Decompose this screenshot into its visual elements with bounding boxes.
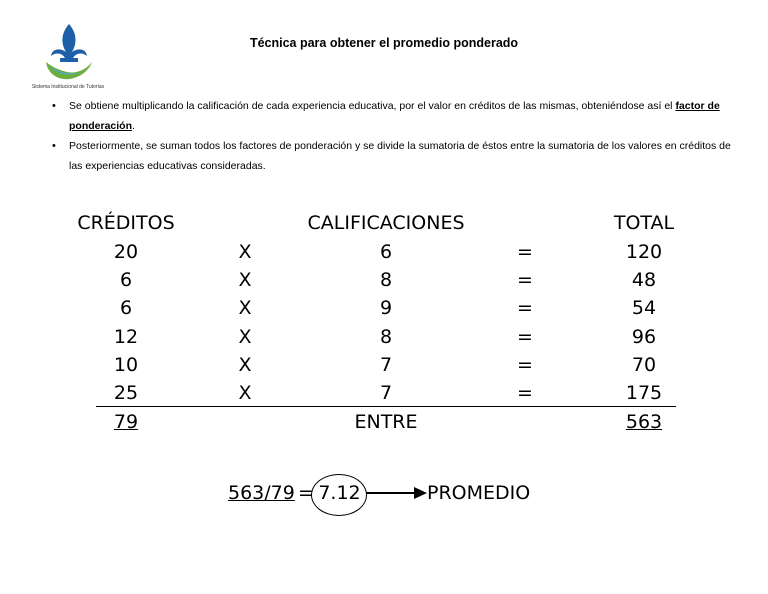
cell-creditos: 10: [113, 354, 139, 376]
logo-caption: Sistema Institucional de Tutorías: [31, 84, 105, 90]
cell-total: 70: [631, 354, 657, 376]
bullet-text: Posteriormente, se suman todos los factores de ponderación y se divide la sumatoria de éstos entre la sumatoria de los valores en créditos de las experiencias educativas consideradas.: [69, 140, 731, 172]
cell-total: 175: [625, 382, 663, 404]
page-title: Técnica para obtener el promedio ponderado: [249, 36, 519, 50]
cell-creditos: 6: [119, 297, 133, 319]
times-sign: X: [238, 241, 252, 263]
cell-calificacion: 8: [379, 326, 393, 348]
times-sign: X: [238, 297, 252, 319]
sum-creditos: [70, 410, 182, 434]
times-sign: X: [238, 269, 252, 291]
equals-sign: =: [517, 382, 533, 404]
sum-creditos-value: 79: [113, 411, 139, 433]
bullet-item: [52, 96, 736, 136]
formula-fraction: 563/79: [228, 482, 295, 504]
cell-calificacion: 9: [379, 297, 393, 319]
formula-label: PROMEDIO: [427, 482, 531, 504]
formula-equals: =: [298, 482, 314, 504]
cell-total: 48: [631, 269, 657, 291]
header-calificaciones: CALIFICACIONES: [307, 212, 465, 234]
institution-logo: [28, 22, 108, 98]
bullet-text-end: .: [132, 120, 135, 132]
cell-calificacion: 7: [379, 354, 393, 376]
between-label: ENTRE: [354, 411, 418, 433]
header-creditos: CRÉDITOS: [77, 212, 175, 234]
equals-sign: =: [517, 297, 533, 319]
header-total: TOTAL: [613, 212, 675, 234]
cell-creditos: 20: [113, 241, 139, 263]
cell-total: 96: [631, 326, 657, 348]
sum-total-value: 563: [625, 411, 663, 433]
cell-calificacion: 7: [379, 382, 393, 404]
bullet-item: [52, 136, 736, 176]
equals-sign: =: [517, 241, 533, 263]
formula-result: 7.12: [318, 482, 361, 504]
cell-creditos: 12: [113, 326, 139, 348]
equals-sign: =: [517, 354, 533, 376]
bullet-list: [52, 96, 736, 176]
sum-total: [588, 410, 700, 434]
cell-calificacion: 6: [379, 241, 393, 263]
cell-creditos: 6: [119, 269, 133, 291]
cell-calificacion: 8: [379, 269, 393, 291]
fleur-de-lis-logo-icon: [40, 22, 98, 82]
arrow-right-icon: [366, 485, 428, 501]
cell-total: 120: [625, 241, 663, 263]
times-sign: X: [238, 326, 252, 348]
sum-divider-line: [96, 406, 676, 407]
term-factor-ponderacion: factor de ponderación: [69, 100, 720, 132]
times-sign: X: [238, 354, 252, 376]
times-sign: X: [238, 382, 252, 404]
bullet-text: Se obtiene multiplicando la calificación de cada experiencia educativa, por el valor en créditos de las mismas, obteniéndose así el: [69, 100, 676, 112]
cell-creditos: 25: [113, 382, 139, 404]
equals-sign: =: [517, 326, 533, 348]
cell-total: 54: [631, 297, 657, 319]
equals-sign: =: [517, 269, 533, 291]
